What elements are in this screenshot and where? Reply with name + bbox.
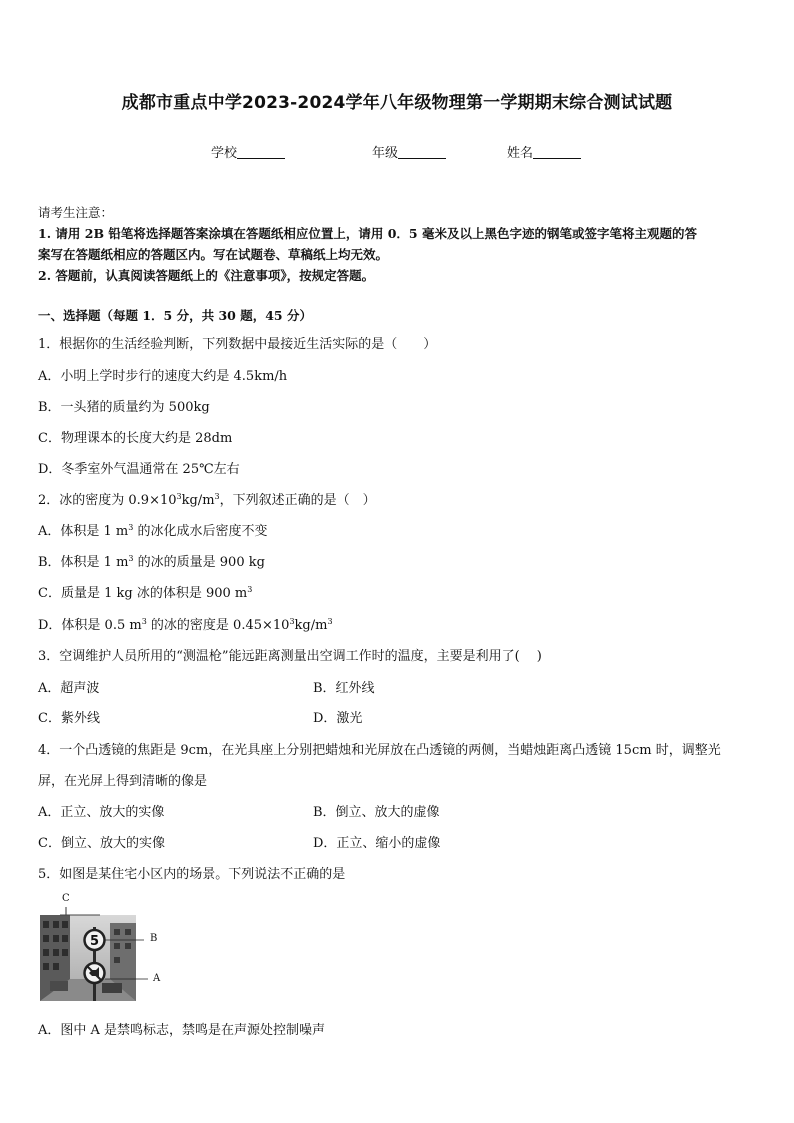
superscript: 3 <box>214 492 220 501</box>
question-1-option-b: B．一头猪的质量约为 500kg <box>38 400 210 415</box>
superscript: 3 <box>327 617 333 626</box>
question-3-option-a: A．超声波 <box>38 681 100 696</box>
question-3-option-c: C．紫外线 <box>38 711 100 726</box>
superscript: 3 <box>128 554 134 563</box>
question-4-stem-line-1: 4．一个凸透镜的焦距是 9cm，在光具座上分别把蜡烛和光屏放在凸透镜的两侧，当蜡烛距离凸透镜 15cm 时，调整光 <box>38 743 721 758</box>
street-scene-figure <box>40 893 170 1003</box>
notice-item-2: 2. 答题前，认真阅读答题纸上的《注意事项》，按规定答题。 <box>38 268 375 283</box>
name-blank <box>533 146 581 159</box>
question-1-option-c: C．物理课本的长度大约是 28dm <box>38 431 233 446</box>
option-text: C．质量是 1 kg 冰的体积是 900 m <box>38 586 248 601</box>
question-4-option-d: D．正立、缩小的虚像 <box>313 836 441 851</box>
section-heading: 一、选择题（每题 1．5 分，共 30 题，45 分） <box>38 308 312 323</box>
question-2-stem-part-1: 2．冰的密度为 0.9×10 <box>38 493 177 508</box>
option-text: 的冰化成水后密度不变 <box>133 524 268 539</box>
superscript: 3 <box>141 617 147 626</box>
question-5-option-a: A．图中 A 是禁鸣标志，禁鸣是在声源处控制噪声 <box>38 1023 326 1038</box>
figure-label-c: C <box>62 893 70 904</box>
question-1-stem: 1．根据你的生活经验判断，下列数据中最接近生活实际的是（ ） <box>38 337 437 352</box>
name-label: 姓名 <box>507 146 534 161</box>
option-text: B．体积是 1 m <box>38 555 129 570</box>
residential-area-photo <box>40 893 170 1003</box>
notice-item-1-line-1: 1. 请用 2B 铅笔将选择题答案涂填在答题纸相应位置上，请用 0．5 毫米及以上黑色字迹的钢笔或签字笔将主观题的答 <box>38 226 697 241</box>
question-3-option-d: D．激光 <box>313 711 363 726</box>
figure-label-b: B <box>150 933 158 944</box>
question-3-stem: 3．空调维护人员所用的“测温枪”能远距离测量出空调工作时的温度，主要是利用了( ) <box>38 649 542 664</box>
question-2-option-b <box>38 551 265 570</box>
page-title: 成都市重点中学2023-2024学年八年级物理第一学期期末综合测试试题 <box>121 93 673 113</box>
option-text: A．体积是 1 m <box>38 524 129 539</box>
notice-heading: 请考生注意： <box>38 205 114 220</box>
name-field <box>507 142 581 161</box>
speed-limit-number: 5 <box>89 934 100 949</box>
option-text: 的冰的密度是 0.45×10 <box>146 618 290 633</box>
superscript: 3 <box>289 617 295 626</box>
question-2-option-a <box>38 520 268 539</box>
school-blank <box>237 146 285 159</box>
question-4-option-b: B．倒立、放大的虚像 <box>313 805 440 820</box>
question-3-option-b: B．红外线 <box>313 681 375 696</box>
grade-blank <box>398 146 446 159</box>
notice-item-1-line-2: 案写在答题纸相应的答题区内。写在试题卷、草稿纸上均无效。 <box>38 247 389 262</box>
question-2-stem-part-2: kg/m <box>181 493 215 508</box>
grade-label: 年级 <box>372 146 399 161</box>
question-2-option-d <box>38 614 333 633</box>
question-1-option-d: D．冬季室外气温通常在 25℃左右 <box>38 462 240 477</box>
question-4-stem-line-2: 屏，在光屏上得到清晰的像是 <box>38 774 208 789</box>
question-4-option-c: C．倒立、放大的实像 <box>38 836 165 851</box>
school-label: 学校 <box>211 146 238 161</box>
question-5-stem: 5．如图是某住宅小区内的场景。下列说法不正确的是 <box>38 867 346 882</box>
option-text: D．体积是 0.5 m <box>38 618 142 633</box>
superscript: 3 <box>128 523 134 532</box>
option-text: 的冰的质量是 900 kg <box>133 555 265 570</box>
superscript: 3 <box>247 585 253 594</box>
question-1-option-a: A．小明上学时步行的速度大约是 4.5km/h <box>38 369 288 384</box>
school-field <box>211 142 285 161</box>
superscript: 3 <box>176 492 182 501</box>
figure-label-a: A <box>153 973 161 984</box>
question-2-stem-part-3: ，下列叙述正确的是（ ） <box>219 493 376 508</box>
question-2-option-c <box>38 582 252 601</box>
question-4-option-a: A．正立、放大的实像 <box>38 805 165 820</box>
grade-field <box>372 142 446 161</box>
option-text: kg/m <box>294 618 328 633</box>
question-2-stem <box>38 489 376 508</box>
